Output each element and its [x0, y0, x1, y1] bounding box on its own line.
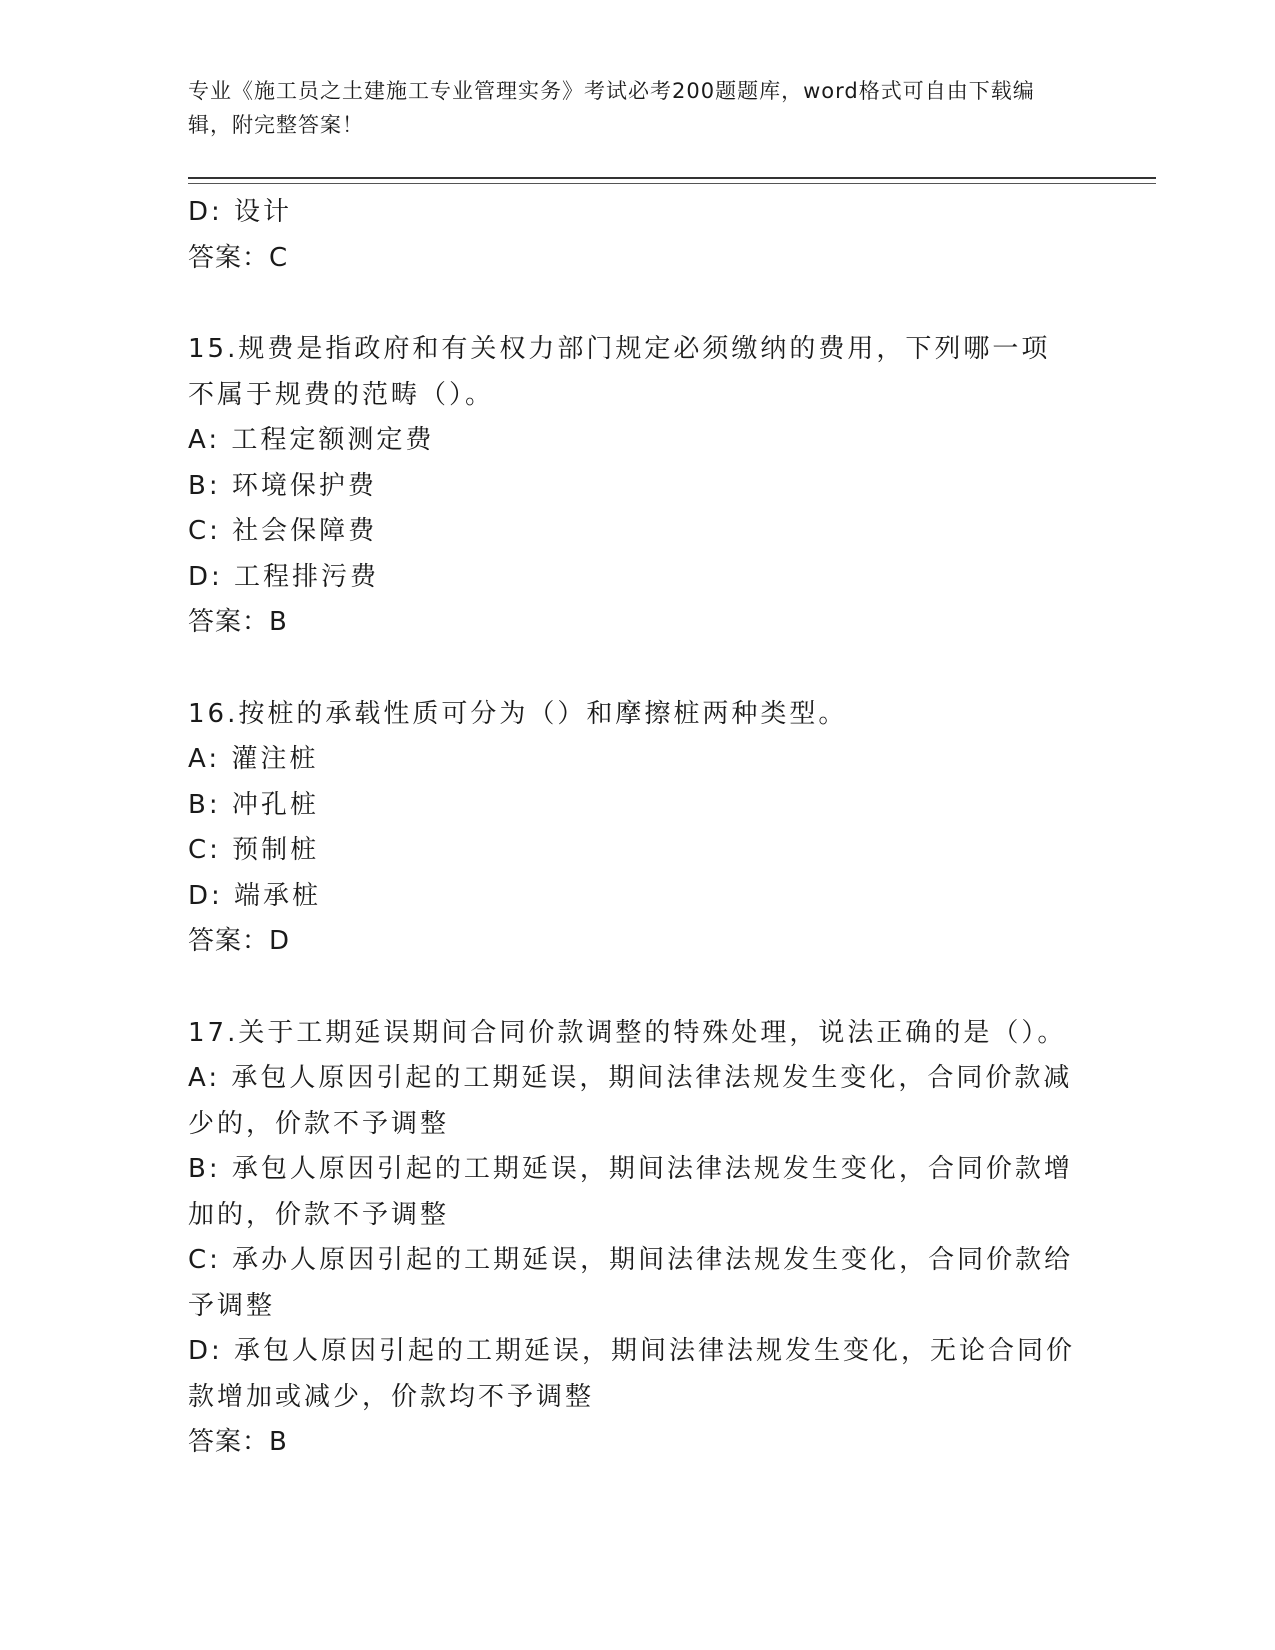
option-c: C: 预制桩: [188, 835, 320, 865]
answer-line: 答案：B: [188, 1427, 288, 1457]
previous-question-tail: [188, 190, 1078, 281]
option-d: D: 承包人原因引起的工期延误，期间法律法规发生变化，无论合同价款增加或减少，价款均不予调整: [188, 1336, 1076, 1412]
answer-line: 答案：D: [188, 926, 291, 956]
option-d: D: 设计: [188, 197, 293, 227]
question-stem: 16.按桩的承载性质可分为（）和摩擦桩两种类型。: [188, 698, 848, 729]
option-a: A: 灌注桩: [188, 744, 319, 774]
header-rule-thick: [188, 177, 1156, 179]
option-c: C: 社会保障费: [188, 516, 378, 546]
option-b: B: 冲孔桩: [188, 789, 319, 820]
question-16: [188, 692, 1078, 965]
document-header: 专业《施工员之土建施工专业管理实务》考试必考200题题库，word格式可自由下载编辑，附完整答案！: [188, 79, 1035, 137]
document-body: [188, 190, 1078, 1466]
option-d: D: 工程排污费: [188, 561, 380, 592]
answer-line: 答案：B: [188, 607, 288, 637]
spacer: [188, 965, 1078, 1011]
option-b: B: 环境保护费: [188, 470, 377, 501]
question-stem: 15.规费是指政府和有关权力部门规定必须缴纳的费用，下列哪一项不属于规费的范畴（）。: [188, 334, 1051, 410]
option-a: A: 工程定额测定费: [188, 425, 435, 455]
question-stem: 17.关于工期延误期间合同价款调整的特殊处理，说法正确的是（）。: [188, 1017, 1067, 1048]
question-15: [188, 327, 1078, 646]
question-17: [188, 1011, 1078, 1466]
header-rule-thin: [188, 183, 1156, 184]
option-c: C: 承办人原因引起的工期延误，期间法律法规发生变化，合同价款给予调整: [188, 1245, 1074, 1321]
option-a: A: 承包人原因引起的工期延误，期间法律法规发生变化，合同价款减少的，价款不予调整: [188, 1063, 1073, 1139]
spacer: [188, 646, 1078, 692]
option-b: B: 承包人原因引起的工期延误，期间法律法规发生变化，合同价款增加的，价款不予调整: [188, 1154, 1073, 1230]
answer-line: 答案：C: [188, 242, 289, 273]
spacer: [188, 281, 1078, 327]
option-d: D: 端承桩: [188, 880, 322, 911]
